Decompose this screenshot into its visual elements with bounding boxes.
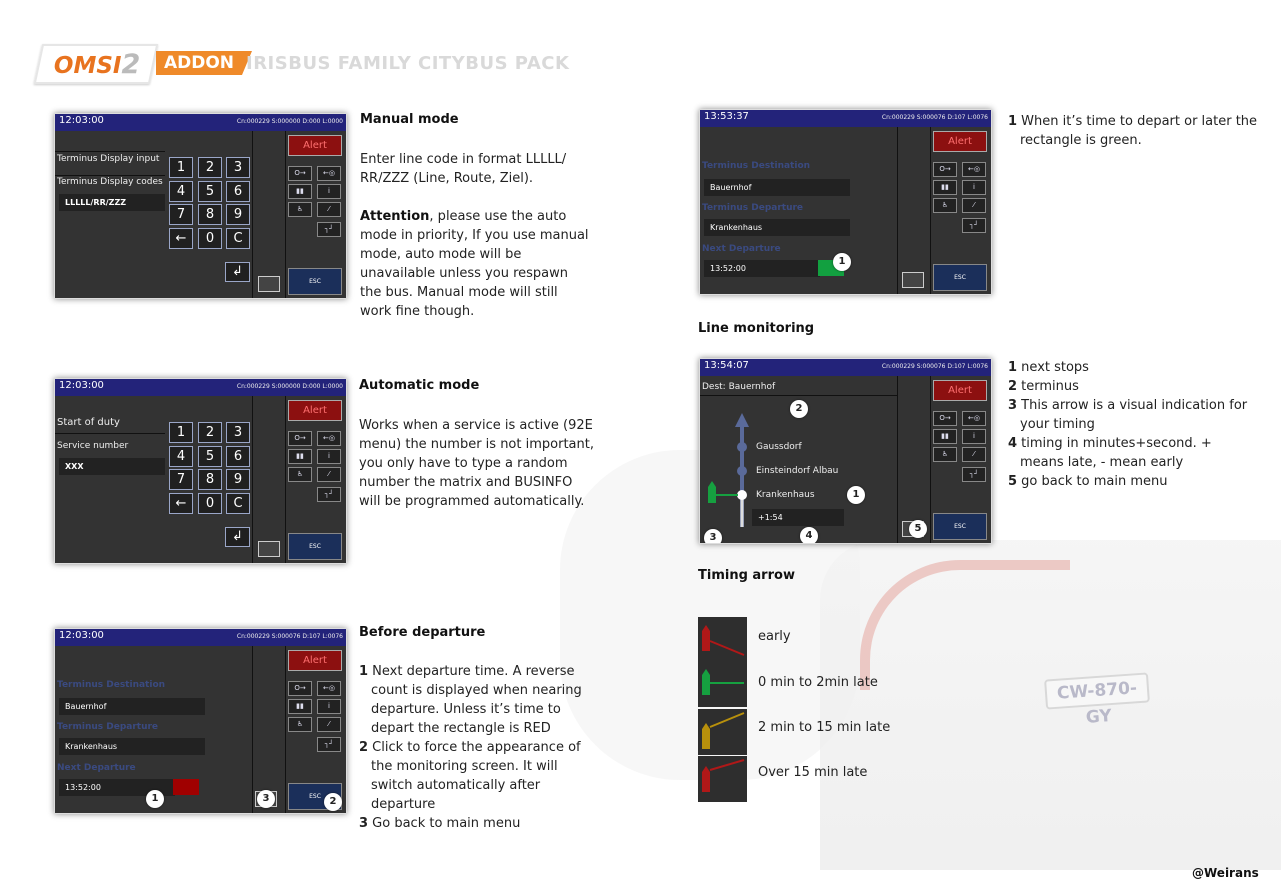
divider bbox=[55, 433, 165, 434]
key-8[interactable]: 8 bbox=[198, 204, 222, 225]
callout-marker-1: 1 bbox=[146, 790, 164, 808]
divider bbox=[285, 646, 286, 813]
screen-topbar bbox=[55, 629, 346, 646]
timing-label-early: early bbox=[758, 629, 791, 644]
timing-display: +1:54 bbox=[752, 509, 844, 526]
start-of-duty-label: Start of duty bbox=[57, 417, 120, 428]
before-departure-item-2: 2 Click to force the appearance of the monitoring screen. It will switch automatically after departure bbox=[359, 740, 581, 812]
timing-arrow-on-time bbox=[698, 661, 747, 707]
document-icon[interactable] bbox=[258, 276, 280, 292]
screen-topbar bbox=[55, 114, 346, 131]
bus-stop-icon[interactable]: ┐┘ bbox=[317, 222, 341, 237]
wheelchair-icon[interactable]: ♿ bbox=[288, 202, 312, 217]
bus-stop-icon[interactable]: ┐┘ bbox=[317, 737, 341, 752]
wheelchair-icon[interactable]: ♿ bbox=[288, 467, 312, 482]
monitor-item-5: 5 go back to main menu bbox=[1008, 474, 1168, 489]
terminus-destination-label: Terminus Destination bbox=[702, 161, 811, 171]
line-code-field[interactable]: LLLLL/RR/ZZZ bbox=[59, 194, 165, 211]
divider bbox=[252, 396, 253, 563]
lamp-icon[interactable]: ←◎ bbox=[962, 162, 986, 177]
key-icon[interactable]: O→ bbox=[933, 411, 957, 426]
terminus-destination-label: Terminus Destination bbox=[57, 680, 166, 690]
automatic-mode-title: Automatic mode bbox=[359, 378, 480, 393]
before-departure-title: Before departure bbox=[359, 625, 486, 640]
key-3[interactable]: 3 bbox=[226, 157, 250, 178]
pen-icon[interactable]: ⁄ bbox=[317, 717, 341, 732]
key-backspace[interactable]: ← bbox=[169, 228, 193, 249]
terminus-departure-label: Terminus Departure bbox=[57, 722, 159, 732]
timing-label-late: 2 min to 15 min late bbox=[758, 720, 891, 735]
service-number-field[interactable]: XXX bbox=[59, 458, 165, 475]
info-icon[interactable]: i bbox=[962, 429, 986, 444]
pause-icon[interactable]: ▮▮ bbox=[288, 449, 312, 464]
departure-time-screen bbox=[699, 109, 992, 295]
pack-title: IRISBUS FAMILY CITYBUS PACK bbox=[246, 53, 570, 74]
key-clear[interactable]: C bbox=[226, 493, 250, 514]
pen-icon[interactable]: ⁄ bbox=[317, 467, 341, 482]
divider bbox=[252, 131, 253, 298]
wheelchair-icon[interactable]: ♿ bbox=[288, 717, 312, 732]
terminus-codes-label: Terminus Display codes bbox=[57, 177, 163, 187]
automatic-mode-screen bbox=[54, 378, 347, 564]
divider bbox=[285, 396, 286, 563]
callout-marker-1: 1 bbox=[847, 486, 865, 504]
info-icon[interactable]: i bbox=[317, 449, 341, 464]
bus-stop-icon[interactable]: ┐┘ bbox=[962, 218, 986, 233]
screen-clock: 13:54:07 bbox=[704, 360, 749, 371]
before-departure-screen bbox=[54, 628, 347, 814]
key-clear[interactable]: C bbox=[226, 228, 250, 249]
line-monitoring-screen bbox=[699, 358, 992, 544]
esc-button[interactable]: ESC bbox=[288, 783, 342, 810]
omsi-logo: OMSI2 bbox=[34, 44, 159, 84]
pause-icon[interactable]: ▮▮ bbox=[933, 180, 957, 195]
key-2[interactable]: 2 bbox=[198, 157, 222, 178]
info-icon[interactable]: i bbox=[317, 184, 341, 199]
alert-button[interactable]: Alert bbox=[933, 380, 987, 401]
lamp-icon[interactable]: ←◎ bbox=[317, 681, 341, 696]
timing-arrow-early bbox=[698, 617, 747, 663]
divider bbox=[897, 127, 898, 294]
enter-button[interactable]: ↲ bbox=[225, 527, 250, 547]
early-arrow-icon bbox=[698, 617, 747, 663]
timing-label-very-late: Over 15 min late bbox=[758, 765, 868, 780]
next-departure-label: Next Departure bbox=[702, 244, 781, 254]
key-9[interactable]: 9 bbox=[226, 204, 250, 225]
manual-mode-intro: Enter line code in format LLLLL/ RR/ZZZ (Line, Route, Ziel). bbox=[360, 152, 567, 186]
alert-button[interactable]: Alert bbox=[288, 135, 342, 156]
key-3[interactable]: 3 bbox=[226, 422, 250, 443]
next-departure-time: 13:52:00 bbox=[704, 260, 820, 277]
key-0[interactable]: 0 bbox=[198, 228, 222, 249]
line-monitoring-title: Line monitoring bbox=[698, 321, 815, 336]
divider bbox=[55, 175, 165, 176]
terminus-destination-field: Bauernhof bbox=[59, 698, 205, 715]
before-departure-item-1: 1 Next departure time. A reverse count is displayed when nearing departure. Unless it’s time to depart the rectangle is RED bbox=[359, 664, 582, 736]
document-icon[interactable] bbox=[258, 541, 280, 557]
manual-mode-attention: Attention, please use the auto mode in priority, If you use manual mode, auto mode will be unavailable unless you respawn the bus. Manual mode will still work fine though. bbox=[360, 209, 589, 319]
bus-stop-icon[interactable]: ┐┘ bbox=[962, 467, 986, 482]
automatic-mode-body: Works when a service is active (92E menu) the number is not important, you only have to type a random number the matrix and BUSINFO will be programmed automatically. bbox=[359, 418, 594, 509]
manual-mode-title: Manual mode bbox=[360, 112, 459, 127]
esc-button[interactable]: ESC bbox=[288, 268, 342, 295]
destination-label: Dest: Bauernhof bbox=[702, 382, 776, 392]
callout-marker-4: 4 bbox=[800, 527, 818, 544]
screen-status-info: Cn:000229 S:000000 D:000 L:0000 bbox=[236, 383, 343, 390]
departure-note: 1 When it’s time to depart or later the rectangle is green. bbox=[1008, 114, 1258, 148]
timing-arrow-late bbox=[698, 709, 747, 755]
stop-3: Krankenhaus bbox=[756, 490, 815, 500]
stop-2: Einsteindorf Albau bbox=[756, 466, 839, 476]
divider bbox=[55, 151, 165, 152]
timing-arrow-title: Timing arrow bbox=[698, 568, 795, 583]
info-icon[interactable]: i bbox=[962, 180, 986, 195]
key-icon[interactable]: O→ bbox=[933, 162, 957, 177]
key-1[interactable]: 1 bbox=[169, 422, 193, 443]
background-license-plate: CW-870-GY bbox=[1044, 672, 1150, 709]
key-icon[interactable]: O→ bbox=[288, 681, 312, 696]
esc-button[interactable]: ESC bbox=[933, 513, 987, 540]
alert-button[interactable]: Alert bbox=[288, 400, 342, 421]
monitor-item-2: 2 terminus bbox=[1008, 379, 1079, 394]
enter-button[interactable]: ↲ bbox=[225, 262, 250, 282]
key-2[interactable]: 2 bbox=[198, 422, 222, 443]
callout-marker-1: 1 bbox=[833, 253, 851, 271]
screen-status-info: Cn:000229 S:000076 D:107 L:0076 bbox=[881, 363, 988, 370]
key-6[interactable]: 6 bbox=[226, 446, 250, 467]
lamp-icon[interactable]: ←◎ bbox=[317, 431, 341, 446]
screen-status-info: Cn:000229 S:000000 D:000 L:0000 bbox=[236, 118, 343, 125]
stop-1: Gaussdorf bbox=[756, 442, 802, 452]
pen-icon[interactable]: ⁄ bbox=[962, 198, 986, 213]
departure-status-rectangle bbox=[173, 779, 199, 795]
monitoring-screen-icon[interactable] bbox=[902, 272, 924, 288]
lamp-icon[interactable]: ←◎ bbox=[962, 411, 986, 426]
key-icon[interactable]: O→ bbox=[288, 166, 312, 181]
screen-clock: 13:53:37 bbox=[704, 111, 749, 122]
terminus-input-label: Terminus Display input bbox=[57, 154, 160, 164]
monitor-item-3: 3 This arrow is a visual indication for your timing bbox=[1008, 398, 1248, 432]
pause-icon[interactable]: ▮▮ bbox=[288, 184, 312, 199]
key-4[interactable]: 4 bbox=[169, 181, 193, 202]
screen-clock: 12:03:00 bbox=[59, 115, 104, 126]
bus-stop-icon[interactable]: ┐┘ bbox=[317, 487, 341, 502]
screen-status-info: Cn:000229 S:000076 D:107 L:0076 bbox=[881, 114, 988, 121]
key-icon[interactable]: O→ bbox=[288, 431, 312, 446]
callout-marker-2: 2 bbox=[324, 793, 342, 811]
terminus-departure-field: Krankenhaus bbox=[704, 219, 850, 236]
late-arrow-icon bbox=[698, 709, 747, 755]
key-1[interactable]: 1 bbox=[169, 157, 193, 178]
alert-button[interactable]: Alert bbox=[933, 131, 987, 152]
callout-marker-3: 3 bbox=[257, 790, 275, 808]
esc-button[interactable]: ESC bbox=[933, 264, 987, 291]
info-icon[interactable]: i bbox=[317, 699, 341, 714]
divider bbox=[930, 127, 931, 294]
terminus-destination-field: Bauernhof bbox=[704, 179, 850, 196]
key-8[interactable]: 8 bbox=[198, 469, 222, 490]
pen-icon[interactable]: ⁄ bbox=[317, 202, 341, 217]
screen-topbar bbox=[700, 110, 991, 127]
key-4[interactable]: 4 bbox=[169, 446, 193, 467]
timing-label-on-time: 0 min to 2min late bbox=[758, 675, 878, 690]
divider bbox=[252, 646, 253, 813]
screen-clock: 12:03:00 bbox=[59, 380, 104, 391]
key-0[interactable]: 0 bbox=[198, 493, 222, 514]
terminus-departure-label: Terminus Departure bbox=[702, 203, 804, 213]
lamp-icon[interactable]: ←◎ bbox=[317, 166, 341, 181]
esc-button[interactable]: ESC bbox=[288, 533, 342, 560]
very-late-arrow-icon bbox=[698, 756, 747, 802]
divider bbox=[930, 376, 931, 543]
callout-marker-5: 5 bbox=[909, 520, 927, 538]
divider bbox=[285, 131, 286, 298]
key-6[interactable]: 6 bbox=[226, 181, 250, 202]
manual-mode-screen bbox=[54, 113, 347, 299]
wheelchair-icon[interactable]: ♿ bbox=[933, 198, 957, 213]
monitor-item-4: 4 timing in minutes+second. + means late, - mean early bbox=[1008, 436, 1212, 470]
watermark: @Weirans bbox=[1192, 866, 1259, 880]
callout-marker-3: 3 bbox=[704, 529, 722, 544]
on-time-arrow-icon bbox=[698, 661, 747, 707]
key-backspace[interactable]: ← bbox=[169, 493, 193, 514]
before-departure-item-3: 3 Go back to main menu bbox=[359, 816, 521, 831]
alert-button[interactable]: Alert bbox=[288, 650, 342, 671]
next-departure-label: Next Departure bbox=[57, 763, 136, 773]
pause-icon[interactable]: ▮▮ bbox=[933, 429, 957, 444]
callout-marker-2: 2 bbox=[790, 400, 808, 418]
timing-arrow-very-late bbox=[698, 756, 747, 802]
addon-badge: ADDON bbox=[156, 51, 242, 75]
pen-icon[interactable]: ⁄ bbox=[962, 447, 986, 462]
screen-status-info: Cn:000229 S:000076 D:107 L:0076 bbox=[236, 633, 343, 640]
terminus-departure-field: Krankenhaus bbox=[59, 738, 205, 755]
wheelchair-icon[interactable]: ♿ bbox=[933, 447, 957, 462]
screen-clock: 12:03:00 bbox=[59, 630, 104, 641]
key-5[interactable]: 5 bbox=[198, 181, 222, 202]
key-9[interactable]: 9 bbox=[226, 469, 250, 490]
key-7[interactable]: 7 bbox=[169, 469, 193, 490]
screen-topbar bbox=[55, 379, 346, 396]
service-number-label: Service number bbox=[57, 441, 129, 451]
pause-icon[interactable]: ▮▮ bbox=[288, 699, 312, 714]
next-departure-time: 13:52:00 bbox=[59, 779, 175, 796]
divider bbox=[897, 376, 898, 543]
key-5[interactable]: 5 bbox=[198, 446, 222, 467]
monitor-item-1: 1 next stops bbox=[1008, 360, 1089, 375]
key-7[interactable]: 7 bbox=[169, 204, 193, 225]
